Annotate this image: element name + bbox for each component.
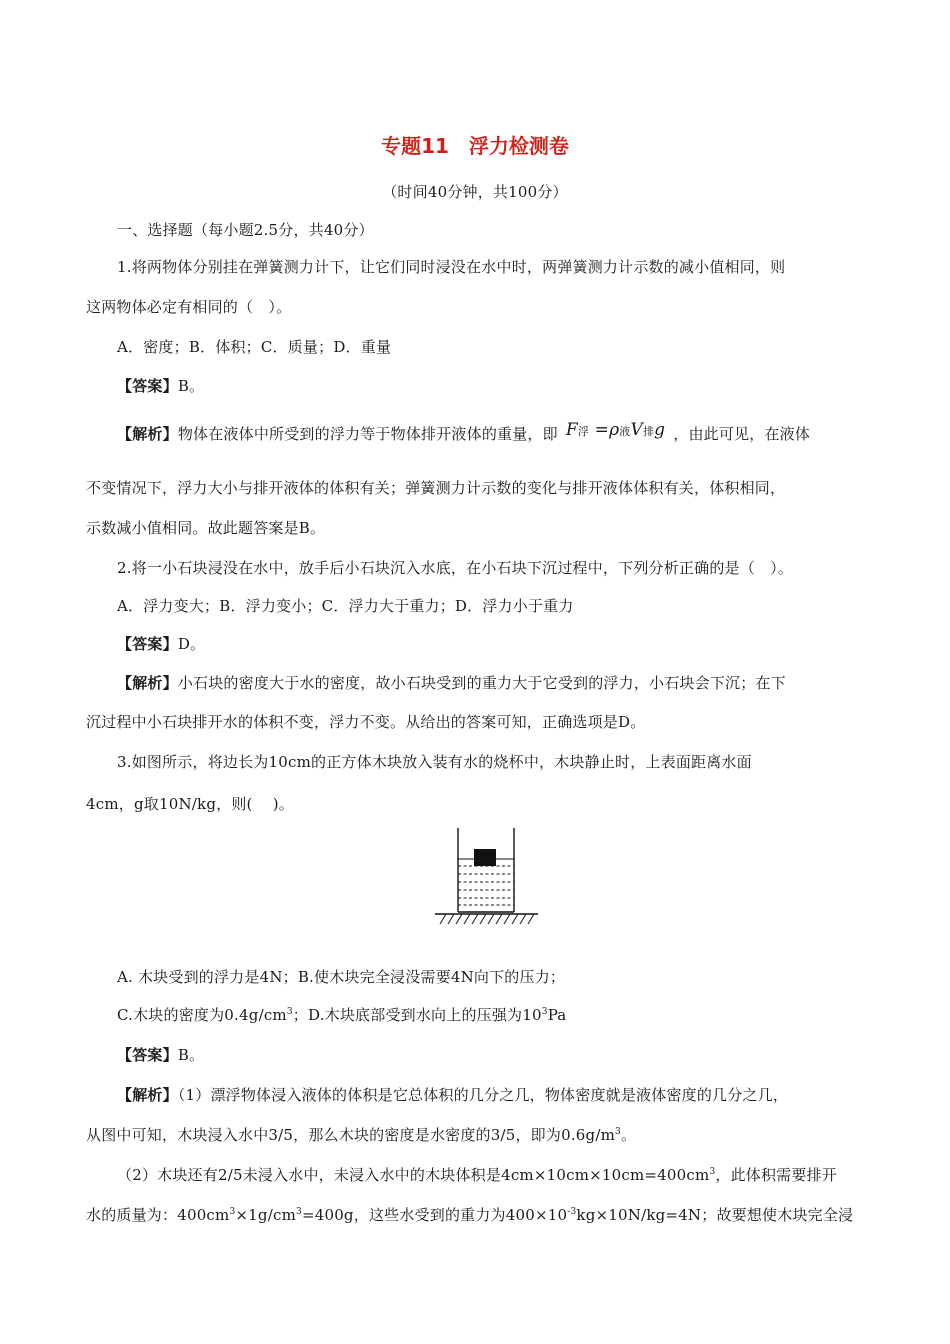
q2-answer-value: D。 bbox=[177, 635, 206, 653]
q3-analysis-line1 bbox=[117, 1085, 788, 1105]
q3-analysis-line3-text: （2）木块还有2/5未浸入水中，未浸入水中的木块体积是4cm×10cm×10cm=400cm bbox=[117, 1166, 710, 1184]
q3-options-ab: A. 木块受到的浮力是4N；B.使木块完全浸没需要4N向下的压力； bbox=[117, 968, 566, 986]
analysis-tag: 【解析】 bbox=[117, 1086, 178, 1104]
q1-options: A．密度；B．体积；C．质量；D．重量 bbox=[117, 338, 392, 356]
q3-analysis-line4-d: kg×10N/kg=4N；故要想使木块完全浸 bbox=[576, 1206, 854, 1224]
q3-analysis-line4-b: ×1g/cm bbox=[235, 1206, 296, 1224]
q3-analysis-line3-end: ，此体积需要排开 bbox=[715, 1166, 837, 1184]
q3-analysis-line3 bbox=[117, 1165, 837, 1185]
q3-analysis-line2 bbox=[86, 1125, 636, 1145]
q3-option-c: C.木块的密度为0.4g/cm bbox=[117, 1006, 287, 1024]
q3-analysis-text: （1）漂浮物体浸入液体的体积是它总体积的几分之几，物体密度就是液体密度的几分之几， bbox=[177, 1086, 789, 1104]
q3-analysis-line4-c: =400g，这些水受到的重力为400×10 bbox=[301, 1206, 568, 1224]
q2-options: A．浮力变大；B．浮力变小；C．浮力大于重力；D．浮力小于重力 bbox=[117, 597, 574, 615]
page-title: 专题11 浮力检测卷 bbox=[381, 134, 569, 158]
buoyancy-formula bbox=[566, 420, 665, 442]
q1-analysis-text-b: ，由此可见，在液体 bbox=[673, 425, 811, 443]
q2-analysis-text: 小石块的密度大于水的密度，故小石块受到的重力大于它受到的浮力，小石块会下沉；在下 bbox=[177, 674, 786, 692]
q3-analysis-line4-a: 水的质量为：400cm bbox=[86, 1206, 230, 1224]
answer-tag: 【答案】 bbox=[117, 1046, 178, 1064]
answer-tag: 【答案】 bbox=[117, 635, 178, 653]
q3-stem-line2: 4cm，g取10N/kg，则( )。 bbox=[86, 795, 294, 813]
formula-g: g bbox=[654, 420, 666, 440]
page-subtitle: （时间40分钟，共100分） bbox=[382, 183, 568, 201]
q2-answer bbox=[117, 634, 205, 654]
q2-analysis-line2: 沉过程中小石块排开水的体积不变，浮力不变。从给出的答案可知，正确选项是D。 bbox=[86, 713, 646, 731]
wood-block bbox=[474, 849, 496, 866]
beaker-figure bbox=[430, 826, 540, 926]
q1-analysis-line2: 不变情况下，浮力大小与排开液体的体积有关；弹簧测力计示数的变化与排开液体体积有关，体积相同， bbox=[86, 479, 786, 497]
formula-eq-rho: =ρ bbox=[589, 420, 620, 440]
beaker-walls bbox=[458, 828, 514, 912]
q3-option-d: ；D.木块底部受到水向上的压强为10 bbox=[292, 1006, 542, 1024]
ground-hatching bbox=[440, 914, 534, 924]
superscript: 3 bbox=[296, 1207, 302, 1217]
q3-options-cd bbox=[117, 1005, 566, 1025]
analysis-tag: 【解析】 bbox=[117, 425, 178, 443]
q3-analysis-line2-end: 。 bbox=[620, 1126, 637, 1144]
q1-stem-line2: 这两物体必定有相同的（ ）。 bbox=[86, 298, 292, 316]
q3-analysis-line4 bbox=[86, 1205, 853, 1225]
q1-analysis-line3: 示数减小值相同。故此题答案是B。 bbox=[86, 519, 326, 537]
superscript: 3 bbox=[286, 1007, 293, 1017]
q3-answer-value: B。 bbox=[177, 1046, 205, 1064]
q3-stem-line1: 3.如图所示，将边长为10cm的正方体木块放入装有水的烧杯中，木块静止时，上表面距离水面 bbox=[117, 753, 752, 771]
formula-F: F bbox=[565, 420, 578, 440]
q3-answer bbox=[117, 1045, 204, 1065]
superscript: 3 bbox=[229, 1207, 236, 1217]
q1-answer bbox=[117, 376, 204, 396]
q1-analysis-text-a: 物体在液体中所受到的浮力等于物体排开液体的重量，即 bbox=[177, 425, 558, 443]
superscript: -3 bbox=[567, 1207, 577, 1217]
q1-answer-value: B。 bbox=[177, 377, 205, 395]
q3-option-d-unit: Pa bbox=[547, 1006, 567, 1024]
q2-analysis-line1 bbox=[117, 673, 786, 693]
superscript: 3 bbox=[615, 1127, 621, 1137]
q3-analysis-line2-text: 从图中可知，木块浸入水中3/5，那么木块的密度是水密度的3/5，即为0.6g/m bbox=[86, 1126, 616, 1144]
q2-stem: 2.将一小石块浸没在水中，放手后小石块沉入水底，在小石块下沉过程中，下列分析正确的是（ ）。 bbox=[117, 559, 794, 577]
answer-tag: 【答案】 bbox=[117, 377, 178, 395]
formula-sub-liquid: 液 bbox=[619, 425, 631, 438]
section-heading: 一、选择题（每小题2.5分，共40分） bbox=[117, 221, 374, 239]
q1-analysis-line1 bbox=[117, 420, 810, 444]
q1-stem-line1: 1.将两物体分别挂在弹簧测力计下，让它们同时浸没在水中时，两弹簧测力计示数的减小值相同，则 bbox=[117, 258, 786, 276]
formula-sub-float: 浮 bbox=[577, 425, 590, 438]
superscript: 3 bbox=[709, 1167, 716, 1177]
superscript: 3 bbox=[541, 1007, 548, 1017]
formula-sub-displaced: 排 bbox=[642, 425, 655, 438]
analysis-tag: 【解析】 bbox=[117, 674, 178, 692]
formula-V: V bbox=[630, 420, 643, 440]
